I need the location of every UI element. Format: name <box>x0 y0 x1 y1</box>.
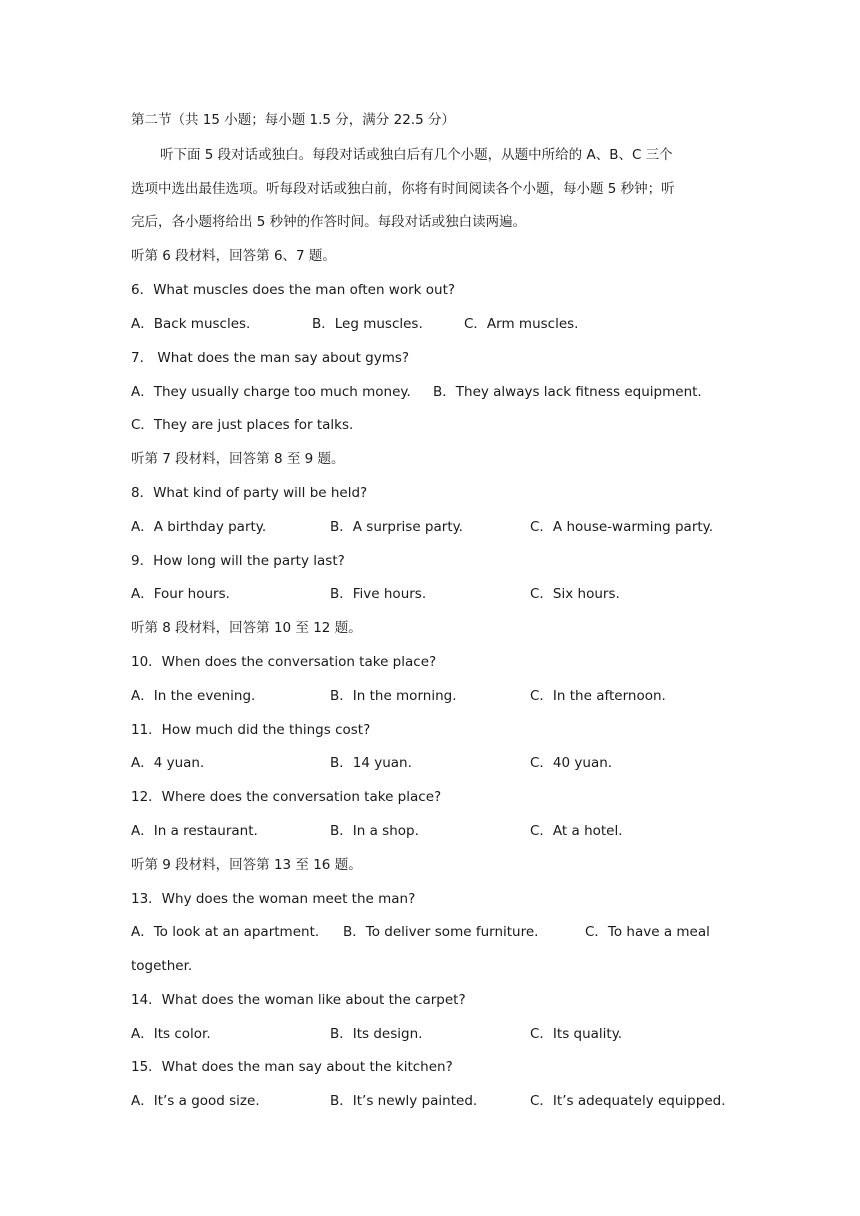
option-a: A．To look at an apartment. <box>131 924 320 940</box>
option-c: C．A house-warming party. <box>530 519 714 535</box>
option-a: A．Back muscles. <box>131 316 251 332</box>
instruction-line: 听下面 5 段对话或独白。每段对话或独白后有几个小题，从题中所给的 A、B、C 三个 <box>160 147 673 163</box>
question-stem: 7． What does the man say about gyms? <box>131 350 410 366</box>
option-b: B．Its design. <box>330 1026 423 1042</box>
option-a: A．Four hours. <box>131 586 230 602</box>
option-a: A．Its color. <box>131 1026 211 1042</box>
group-heading-6: 听第 6 段材料，回答第 6、7 题。 <box>131 248 336 264</box>
question-stem: 8．What kind of party will be held? <box>131 485 368 501</box>
option-b: B．To deliver some furniture. <box>343 924 539 940</box>
option-b: B．In the morning. <box>330 688 457 704</box>
option-b: B．A surprise party. <box>330 519 463 535</box>
instruction-line: 选项中选出最佳选项。听每段对话或独白前，你将有时间阅读各个小题，每小题 5 秒钟；听 <box>131 181 675 197</box>
question-stem: 13．Why does the woman meet the man? <box>131 891 416 907</box>
option-b: B．Five hours. <box>330 586 427 602</box>
question-stem: 10．When does the conversation take place? <box>131 654 437 670</box>
option-c: C．40 yuan. <box>530 755 613 771</box>
option-a: A．In a restaurant. <box>131 823 258 839</box>
option-b: B．Leg muscles. <box>312 316 423 332</box>
option-c: C．It’s adequately equipped. <box>530 1093 726 1109</box>
question-stem: 11．How much did the things cost? <box>131 722 371 738</box>
option-c: C．They are just places for talks. <box>131 417 354 433</box>
option-b: B．14 yuan. <box>330 755 412 771</box>
option-a: A．In the evening. <box>131 688 256 704</box>
option-a: A．4 yuan. <box>131 755 205 771</box>
instruction-line: 完后，各小题将给出 5 秒钟的作答时间。每段对话或独白读两遍。 <box>131 214 527 230</box>
option-c: C．In the afternoon. <box>530 688 666 704</box>
question-stem: 14．What does the woman like about the carpet? <box>131 992 466 1008</box>
question-stem: 15．What does the man say about the kitchen? <box>131 1059 453 1075</box>
option-a: A．They usually charge too much money. <box>131 384 411 400</box>
question-stem: 9．How long will the party last? <box>131 553 345 569</box>
group-heading-7: 听第 7 段材料，回答第 8 至 9 题。 <box>131 451 345 467</box>
question-stem: 6．What muscles does the man often work out? <box>131 282 456 298</box>
option-c: C．Arm muscles. <box>464 316 579 332</box>
section-header: 第二节（共 15 小题；每小题 1.5 分，满分 22.5 分） <box>131 112 455 128</box>
option-c: C．Its quality. <box>530 1026 623 1042</box>
option-a: A．A birthday party. <box>131 519 267 535</box>
option-a: A．It’s a good size. <box>131 1093 260 1109</box>
option-b: B．In a shop. <box>330 823 419 839</box>
question-stem: 12．Where does the conversation take place? <box>131 789 442 805</box>
option-c: C．Six hours. <box>530 586 620 602</box>
option-c-continuation: together. <box>131 958 193 974</box>
option-c: C．At a hotel. <box>530 823 623 839</box>
option-c: C．To have a meal <box>585 924 710 940</box>
option-b: B．It’s newly painted. <box>330 1093 478 1109</box>
group-heading-9: 听第 9 段材料，回答第 13 至 16 题。 <box>131 857 362 873</box>
option-b: B．They always lack fitness equipment. <box>433 384 702 400</box>
group-heading-8: 听第 8 段材料，回答第 10 至 12 题。 <box>131 620 362 636</box>
